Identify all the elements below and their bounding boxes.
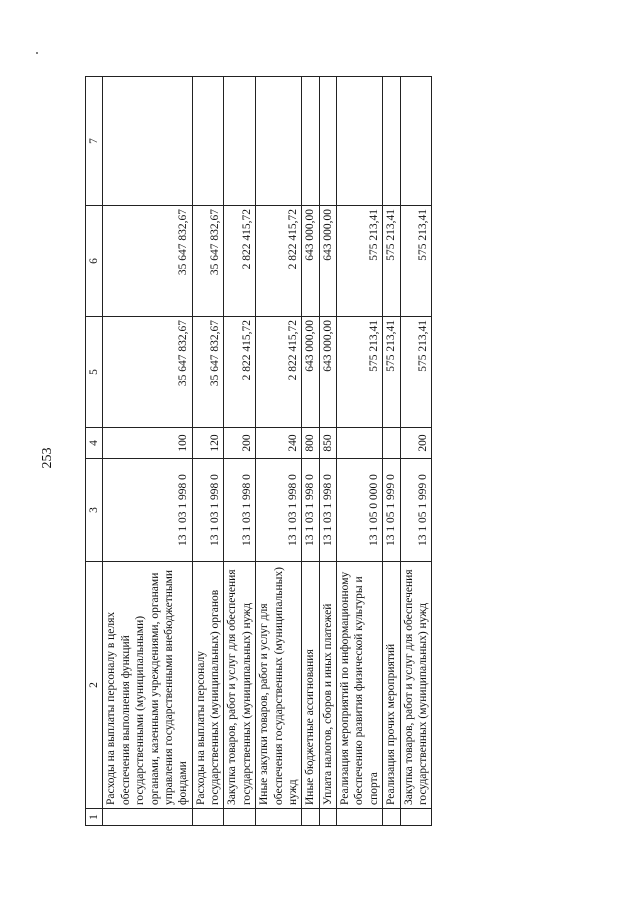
row-value-6: 575 213,41 <box>400 206 432 317</box>
row-value-6: 643 000,00 <box>319 206 336 317</box>
header-col-2: 2 <box>86 562 103 809</box>
row-code: 13 1 03 1 998 0 <box>256 459 302 562</box>
table-row <box>192 77 224 826</box>
row-name: Расходы на выплаты персоналу государственных (муниципальных) органов <box>192 562 224 809</box>
budget-sheet <box>85 76 607 826</box>
header-col-4: 4 <box>86 428 103 459</box>
row-name: Закупка товаров, работ и услуг для обеспечения государственных (муниципальных) нужд <box>224 562 256 809</box>
row-code: 13 1 03 1 998 0 <box>192 459 224 562</box>
row-type: 850 <box>319 428 336 459</box>
table-row <box>302 77 319 826</box>
header-col-6: 6 <box>86 206 103 317</box>
row-code: 13 1 03 1 998 0 <box>224 459 256 562</box>
row-value-6: 575 213,41 <box>337 206 383 317</box>
row-value-5: 575 213,41 <box>400 317 432 428</box>
row-value-6: 575 213,41 <box>383 206 400 317</box>
row-value-6: 2 822 415,72 <box>224 206 256 317</box>
row-name: Реализация мероприятий по информационному обеспечению развития физической культуры и спорта <box>337 562 383 809</box>
row-value-5: 643 000,00 <box>319 317 336 428</box>
table-row <box>383 77 400 826</box>
table-row <box>319 77 336 826</box>
row-type: 240 <box>256 428 302 459</box>
row-value-6: 643 000,00 <box>302 206 319 317</box>
table-row <box>400 77 432 826</box>
row-value-6: 2 822 415,72 <box>256 206 302 317</box>
row-value-6: 35 647 832,67 <box>103 206 192 317</box>
table-row <box>103 77 192 826</box>
table-header-row <box>86 77 103 826</box>
row-code: 13 1 03 1 998 0 <box>319 459 336 562</box>
row-name: Иные бюджетные ассигнования <box>302 562 319 809</box>
row-type: 200 <box>400 428 432 459</box>
page-number: 253 <box>40 447 55 469</box>
row-name: Реализация прочих мероприятий <box>383 562 400 809</box>
row-value-5: 575 213,41 <box>337 317 383 428</box>
row-type: 200 <box>224 428 256 459</box>
row-value-5: 35 647 832,67 <box>192 317 224 428</box>
table-row <box>337 77 383 826</box>
row-value-6: 35 647 832,67 <box>192 206 224 317</box>
row-code: 13 1 05 1 999 0 <box>400 459 432 562</box>
header-col-3: 3 <box>86 459 103 562</box>
header-col-1: 1 <box>86 809 103 826</box>
row-code: 13 1 03 1 998 0 <box>103 459 192 562</box>
row-type <box>383 428 400 459</box>
row-name: Иные закупки товаров, работ и услуг для обеспечения государственных (муниципальных) нужд <box>256 562 302 809</box>
row-type: 100 <box>103 428 192 459</box>
scan-speck <box>36 52 38 54</box>
budget-table <box>85 76 432 826</box>
row-value-5: 35 647 832,67 <box>103 317 192 428</box>
row-value-5: 2 822 415,72 <box>224 317 256 428</box>
row-code: 13 1 05 0 000 0 <box>337 459 383 562</box>
row-code: 13 1 03 1 998 0 <box>302 459 319 562</box>
header-col-7: 7 <box>86 77 103 206</box>
table-row <box>224 77 256 826</box>
row-value-5: 575 213,41 <box>383 317 400 428</box>
row-value-5: 643 000,00 <box>302 317 319 428</box>
row-name: Уплата налогов, сборов и иных платежей <box>319 562 336 809</box>
header-col-5: 5 <box>86 317 103 428</box>
row-type <box>337 428 383 459</box>
row-value-5: 2 822 415,72 <box>256 317 302 428</box>
row-type: 120 <box>192 428 224 459</box>
row-type: 800 <box>302 428 319 459</box>
row-name: Закупка товаров, работ и услуг для обеспечения государственных (муниципальных) нужд <box>400 562 432 809</box>
row-code: 13 1 05 1 999 0 <box>383 459 400 562</box>
row-name: Расходы на выплаты персоналу в целях обеспечения выполнения функций государственными (муниципальными) органами, казенными учреждениями, органами управления государственными внебюджетными фондами <box>103 562 192 809</box>
table-row <box>256 77 302 826</box>
